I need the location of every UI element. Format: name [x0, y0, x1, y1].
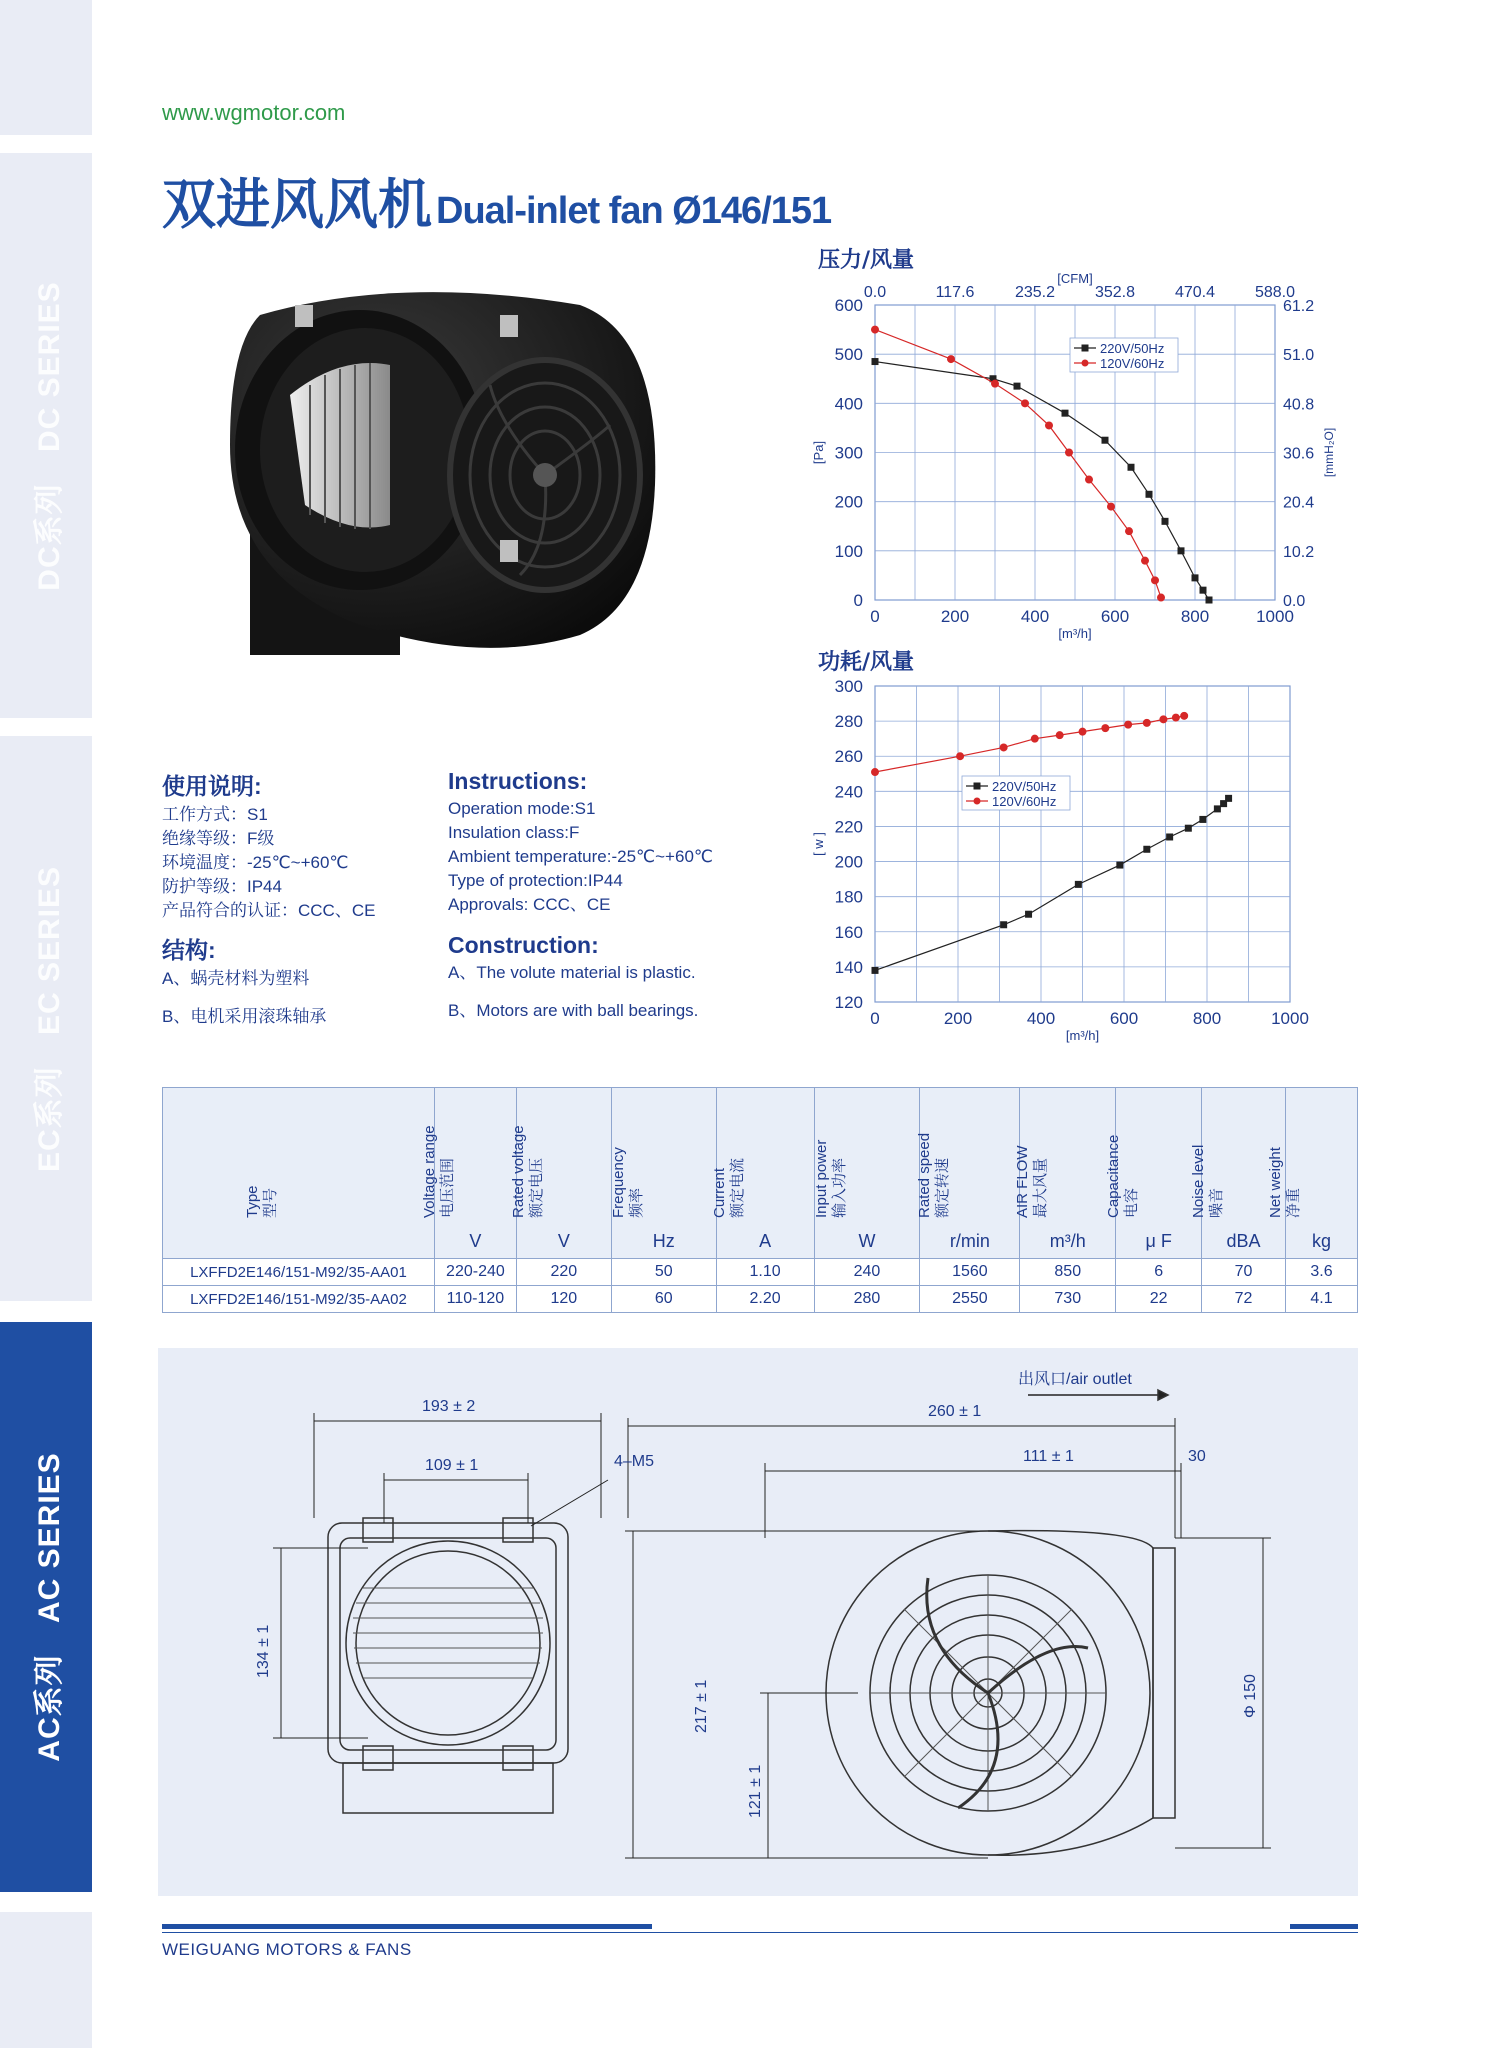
page-title-cn: 双进风风机 [162, 173, 432, 236]
y-tick-label: 600 [834, 296, 863, 315]
data-point [1101, 724, 1109, 732]
dim-left-width-inner: 109 ± 1 [425, 1457, 479, 1474]
spec-col-cn: 电容 [1122, 1187, 1140, 1218]
x-tick-label: 800 [1180, 607, 1210, 626]
series-side-rail [0, 0, 92, 2048]
product-photo [200, 275, 670, 675]
data-point [1128, 464, 1135, 471]
data-point [956, 752, 964, 760]
legend-marker [974, 783, 981, 790]
dim-right-width-total: 260 ± 1 [928, 1403, 982, 1420]
data-point [1000, 743, 1008, 751]
spec-col-cn: 最大风量 [1031, 1157, 1049, 1218]
instructions-en-line: Insulation class:F [448, 823, 580, 842]
left-view-outline [328, 1523, 568, 1763]
right-tick-label: 0.0 [1283, 593, 1306, 610]
data-point [1025, 911, 1032, 918]
site-url[interactable]: www.wgmotor.com [162, 100, 346, 125]
spec-col-frequency [611, 1088, 716, 1259]
instructions-cn [162, 768, 432, 923]
data-point [1214, 805, 1221, 812]
spec-col-cn: 噪音 [1207, 1187, 1225, 1218]
y-tick-label: 300 [834, 677, 863, 696]
tab-dc-en: DC SERIES [33, 280, 66, 452]
data-point [1143, 846, 1150, 853]
spec-col-en: Rated voltage [509, 1125, 527, 1218]
data-point [1200, 587, 1207, 594]
footer-bar-left [162, 1924, 652, 1929]
table-cell: 240 [814, 1259, 920, 1286]
legend-label: 120V/60Hz [992, 794, 1057, 809]
y-tick-label: 220 [834, 817, 863, 837]
construction-en [448, 932, 778, 1023]
footer-company: WEIGUANG MOTORS & FANS [162, 1940, 412, 1959]
data-point [1178, 547, 1185, 554]
dim-right-outlet-offset: 30 [1188, 1448, 1206, 1465]
table-cell: 2.20 [716, 1286, 814, 1313]
spec-col-en: Rated speed [915, 1132, 933, 1218]
footer-bar-right [1290, 1924, 1358, 1929]
construction-en-line: A、The volute material is plastic. [448, 963, 696, 982]
data-point [1192, 574, 1199, 581]
data-point [1056, 731, 1064, 739]
table-cell: 70 [1202, 1259, 1286, 1286]
spec-col-en: Capacitance [1104, 1134, 1122, 1218]
legend-label: 120V/60Hz [1100, 356, 1165, 371]
instructions-cn-line: 防护等级：IP44 [162, 877, 282, 896]
x-tick-label: 600 [1100, 607, 1130, 626]
data-point [1000, 921, 1007, 928]
spec-col-air-flow [1013, 1088, 1116, 1259]
spec-col-voltage-range [421, 1088, 516, 1259]
y-tick-label: 180 [834, 887, 863, 907]
instructions-cn-heading: 使用说明: [162, 773, 262, 799]
data-point [1045, 421, 1053, 429]
x-tick-label: 1000 [1256, 607, 1294, 626]
dim-right-height-center: 121 ± 1 [747, 1764, 764, 1818]
page-title [162, 162, 831, 239]
data-point [1065, 449, 1073, 457]
data-point [1166, 833, 1173, 840]
spec-col-rated-voltage [509, 1088, 611, 1259]
spec-col-cn: 频率 [627, 1187, 645, 1218]
data-point [1107, 503, 1115, 511]
spec-col-en: Current [711, 1167, 729, 1218]
data-point [1062, 410, 1069, 417]
instructions-cn-line: 工作方式：S1 [162, 805, 268, 824]
right-tick-label: 20.4 [1283, 494, 1315, 512]
y-tick-label: 240 [834, 782, 863, 802]
table-cell: 3.6 [1285, 1259, 1357, 1286]
data-point [872, 358, 879, 365]
x-axis-label: [m³/h] [1058, 626, 1092, 641]
spec-col-en: AIR FLOW [1013, 1145, 1031, 1218]
instructions-en-line: Ambient temperature:-25℃~+60℃ [448, 847, 713, 866]
data-point [1014, 383, 1021, 390]
data-point [871, 768, 879, 776]
spec-col-unit: W [858, 1231, 876, 1251]
instructions-en-heading: Instructions: [448, 768, 588, 794]
spec-col-unit: μ F [1145, 1231, 1172, 1251]
data-point [1143, 719, 1151, 727]
x-tick-label: 200 [940, 607, 970, 626]
spec-col-unit: V [557, 1231, 570, 1251]
data-point [872, 967, 879, 974]
construction-cn-heading: 结构: [162, 937, 216, 963]
tab-ec-series[interactable] [0, 736, 92, 1301]
table-cell: 730 [1020, 1286, 1116, 1313]
tab-dc-series[interactable] [0, 153, 92, 718]
table-cell: 850 [1020, 1259, 1116, 1286]
table-cell: LXFFD2E146/151-M92/35-AA02 [163, 1286, 435, 1313]
dim-right-width-partial: 111 ± 1 [1023, 1448, 1074, 1465]
rail-spacer [0, 0, 92, 135]
data-point [1225, 795, 1232, 802]
spec-col-current [711, 1088, 814, 1259]
spec-header-row [163, 1088, 1358, 1259]
x-tick-label: 0 [870, 1009, 880, 1028]
spec-col-cn: 额定电流 [729, 1157, 747, 1218]
spec-col-cn: 输入功率 [830, 1157, 848, 1218]
outlet-label: 出风口/air outlet [1018, 1371, 1132, 1388]
y-tick-label: 120 [834, 993, 863, 1012]
spec-col-net-weight [1267, 1088, 1357, 1259]
top-tick-label: 352.8 [1094, 284, 1136, 301]
instructions-en [448, 768, 778, 917]
spec-col-en: Type [244, 1185, 262, 1218]
legend-marker [1082, 360, 1089, 367]
spec-col-cn: 电压范围 [439, 1157, 457, 1218]
x-tick-label: 0 [870, 607, 880, 626]
table-cell: 4.1 [1285, 1286, 1357, 1313]
data-point [1141, 557, 1149, 565]
instructions-en-line: Type of protection:IP44 [448, 871, 623, 890]
instructions-cn-line: 产品符合的认证：CCC、CE [162, 901, 376, 920]
footer-divider [162, 1932, 1358, 1933]
y-tick-label: 500 [834, 345, 863, 365]
spec-col-unit: kg [1311, 1231, 1331, 1251]
top-tick-label: 588.0 [1254, 284, 1296, 301]
power-airflow-chart [790, 672, 1350, 1052]
spec-col-en: Voltage range [421, 1125, 439, 1218]
right-tick-label: 30.6 [1283, 445, 1315, 463]
top-tick-label: 235.2 [1014, 284, 1056, 301]
dim-left-holes: 4–M5 [614, 1453, 655, 1470]
tab-ec-en: EC SERIES [33, 865, 66, 1035]
y-tick-label: 200 [834, 492, 863, 512]
y-tick-label: 140 [834, 957, 863, 977]
data-point [1206, 597, 1213, 604]
data-point [991, 380, 999, 388]
table-cell: 120 [516, 1286, 611, 1313]
table-cell: 220 [516, 1259, 611, 1286]
table-cell: 2550 [920, 1286, 1020, 1313]
tab-ac-en: AC SERIES [33, 1452, 66, 1624]
data-point [1199, 816, 1206, 823]
y-tick-label: 280 [834, 712, 863, 732]
spec-col-capacitance [1104, 1088, 1202, 1259]
construction-cn-line: B、电机采用滚珠轴承 [162, 1007, 327, 1026]
instructions-cn-line: 绝缘等级：F级 [162, 829, 275, 848]
data-point [1085, 476, 1093, 484]
spec-col-en: Input power [812, 1139, 830, 1218]
data-point [1075, 881, 1082, 888]
tab-ec-cn: EC系列 [33, 1065, 66, 1172]
tab-ac-cn: AC系列 [33, 1654, 66, 1762]
y-axis-label: [ w ] [811, 832, 826, 856]
table-row [163, 1286, 1358, 1313]
spec-col-unit: A [759, 1231, 772, 1251]
page-title-en: Dual-inlet fan Ø146/151 [436, 190, 832, 232]
dimension-drawing [158, 1348, 1358, 1896]
spec-col-unit: r/min [949, 1231, 990, 1251]
x-tick-label: 800 [1192, 1009, 1222, 1028]
y-tick-label: 400 [834, 394, 863, 414]
x-tick-label: 1000 [1271, 1009, 1309, 1028]
y-tick-label: 100 [834, 541, 863, 561]
data-point [1031, 735, 1039, 743]
dim-right-height-total: 217 ± 1 [693, 1679, 710, 1733]
spec-col-en: Frequency [609, 1147, 627, 1218]
spec-col-cn: 净重 [1285, 1187, 1303, 1218]
top-tick-label: 0.0 [863, 284, 887, 301]
data-point [871, 326, 879, 334]
spec-col-rated-speed [915, 1088, 1020, 1259]
construction-en-heading: Construction: [448, 932, 599, 958]
spec-col-unit: Hz [652, 1231, 675, 1251]
spec-col-type [163, 1088, 435, 1259]
x-tick-label: 600 [1109, 1009, 1139, 1028]
table-cell: 1560 [920, 1259, 1020, 1286]
y2-axis-label: [mmH₂O] [1322, 427, 1336, 478]
y-tick-label: 0 [853, 591, 863, 610]
spec-col-input-power [814, 1088, 920, 1259]
y-tick-label: 160 [834, 922, 863, 942]
right-tick-label: 61.2 [1283, 298, 1315, 315]
top-tick-label: 117.6 [935, 284, 975, 301]
instructions-cn-line: 环境温度：-25℃~+60℃ [162, 853, 349, 872]
data-point [1079, 728, 1087, 736]
top-tick-label: 470.4 [1174, 284, 1216, 301]
table-cell: 110-120 [434, 1286, 516, 1313]
table-cell: 1.10 [716, 1259, 814, 1286]
dim-left-height: 134 ± 1 [255, 1624, 272, 1678]
legend-marker [974, 798, 981, 805]
tab-dc-cn: DC系列 [33, 482, 66, 591]
spec-col-cn: 额定电压 [527, 1157, 545, 1218]
construction-en-line: B、Motors are with ball bearings. [448, 1001, 699, 1020]
data-point [1021, 399, 1029, 407]
table-cell: 6 [1116, 1259, 1202, 1286]
spec-body [163, 1259, 1358, 1313]
instructions-en-line: Operation mode:S1 [448, 799, 596, 818]
data-point [947, 355, 955, 363]
chart1-title: 压力/风量 [818, 248, 915, 273]
data-point [1162, 518, 1169, 525]
chart2-title: 功耗/风量 [818, 650, 915, 675]
table-cell: 60 [611, 1286, 716, 1313]
instructions-en-line: Approvals: CCC、CE [448, 895, 611, 914]
table-cell: 280 [814, 1286, 920, 1313]
data-point [1102, 437, 1109, 444]
data-point [1172, 714, 1180, 722]
y-tick-label: 260 [834, 747, 863, 767]
spec-col-unit: V [469, 1231, 482, 1251]
x-tick-label: 400 [1020, 607, 1050, 626]
dim-right-diameter: Φ 150 [1242, 1674, 1259, 1718]
x-tick-label: 200 [943, 1009, 973, 1028]
construction-cn-line: A、蜗壳材料为塑料 [162, 969, 310, 988]
right-tick-label: 10.2 [1283, 543, 1315, 561]
table-cell: LXFFD2E146/151-M92/35-AA01 [163, 1259, 435, 1286]
table-cell: 22 [1116, 1286, 1202, 1313]
data-point [1125, 527, 1133, 535]
tab-ac-series[interactable] [0, 1322, 92, 1892]
y-tick-label: 200 [834, 852, 863, 872]
dim-left-width-total: 193 ± 2 [422, 1398, 476, 1415]
legend-label: 220V/50Hz [1100, 341, 1165, 356]
spec-col-en: Noise level [1189, 1144, 1207, 1218]
data-point [1180, 712, 1188, 720]
spec-col-unit: dBA [1226, 1231, 1261, 1251]
data-point [1146, 491, 1153, 498]
table-cell: 72 [1202, 1286, 1286, 1313]
spec-table [162, 1087, 1358, 1313]
data-point [1124, 721, 1132, 729]
data-point [1116, 862, 1123, 869]
table-row [163, 1259, 1358, 1286]
data-point [1151, 576, 1159, 584]
spec-col-unit: m³/h [1049, 1231, 1086, 1251]
y-axis-label: [Pa] [811, 440, 826, 465]
construction-cn [162, 932, 432, 1029]
top-axis-label: [CFM] [1057, 271, 1093, 286]
legend-label: 220V/50Hz [992, 779, 1057, 794]
spec-col-en: Net weight [1267, 1147, 1285, 1218]
rail-spacer-bottom [0, 1912, 92, 2048]
data-point [1159, 715, 1167, 723]
x-tick-label: 400 [1026, 1009, 1056, 1028]
spec-col-cn: 额定转速 [933, 1157, 951, 1218]
data-point [1157, 594, 1165, 602]
pressure-airflow-chart [790, 268, 1350, 650]
table-cell: 50 [611, 1259, 716, 1286]
table-cell: 220-240 [434, 1259, 516, 1286]
x-axis-label: [m³/h] [1065, 1028, 1100, 1043]
spec-col-cn: 型号 [262, 1187, 280, 1218]
y-tick-label: 300 [834, 443, 863, 463]
data-point [1185, 825, 1192, 832]
right-tick-label: 40.8 [1283, 396, 1315, 414]
legend-marker [1082, 345, 1089, 352]
right-tick-label: 51.0 [1283, 347, 1315, 365]
